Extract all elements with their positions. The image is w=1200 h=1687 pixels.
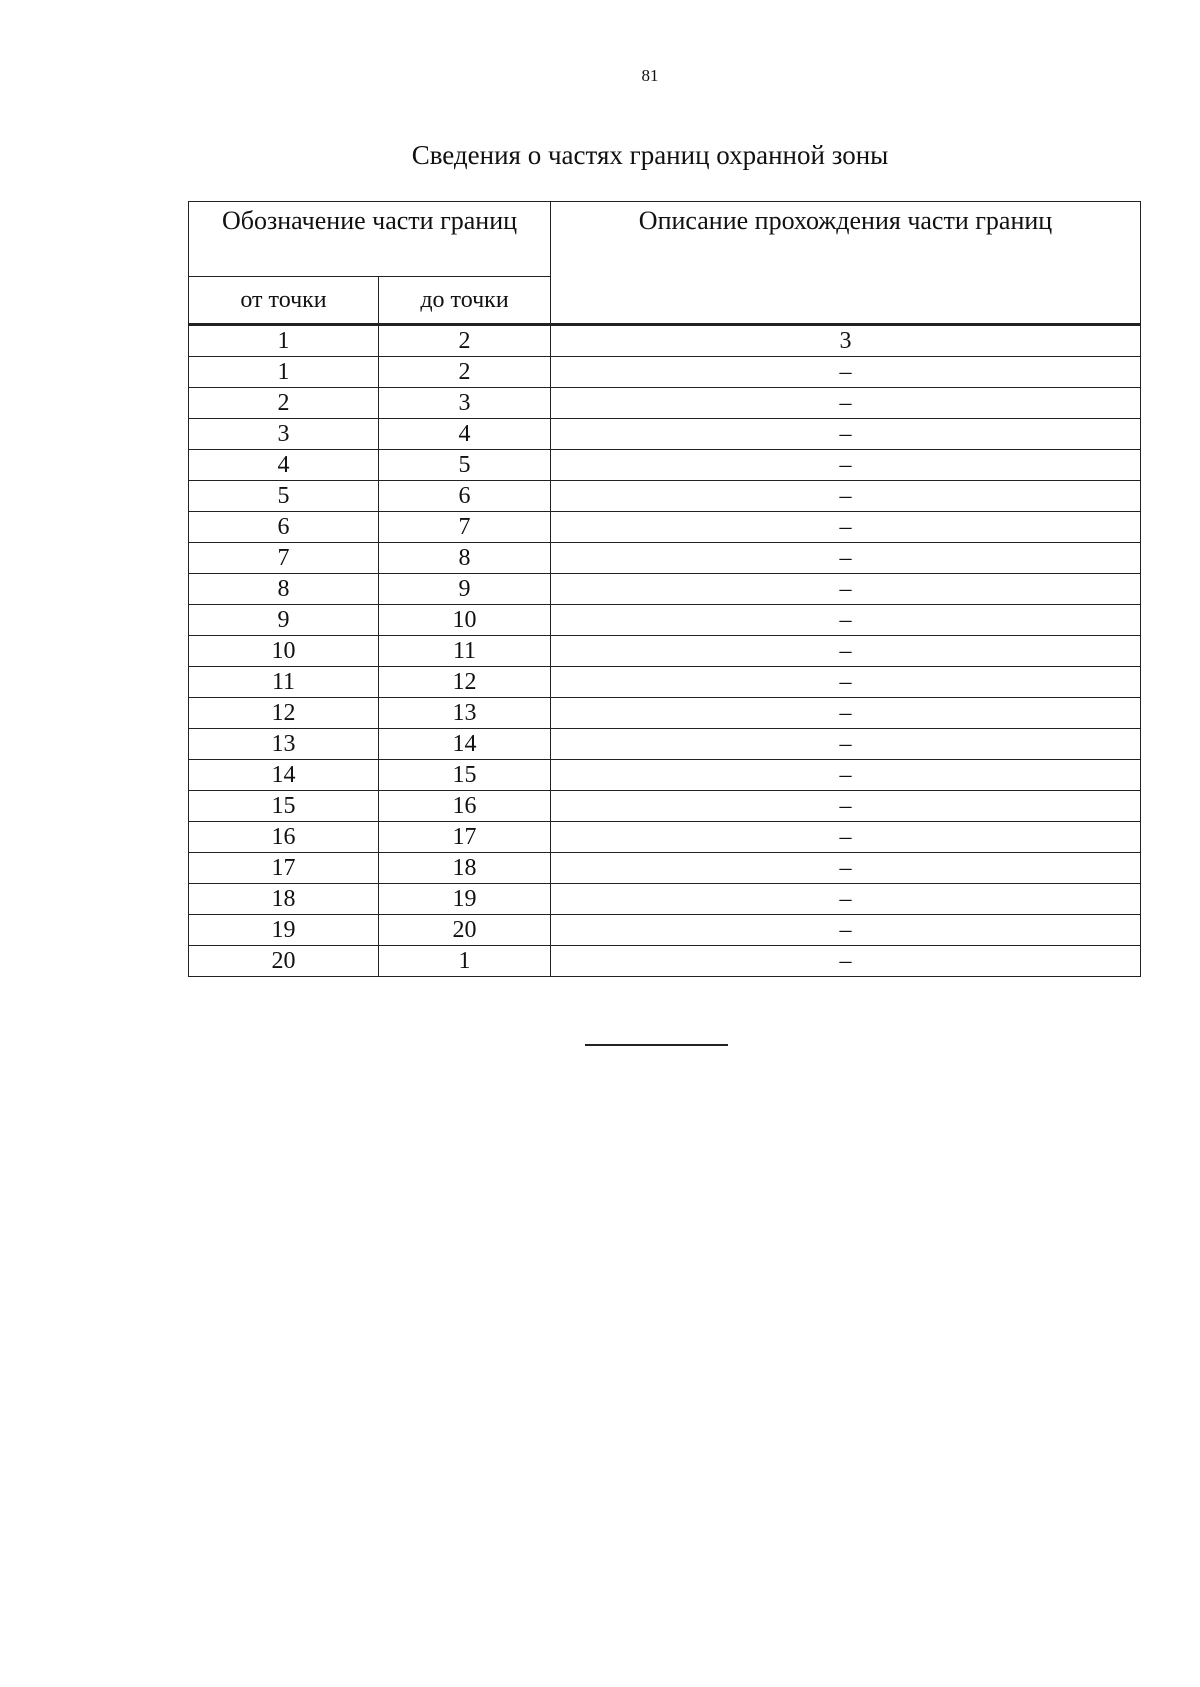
- header-to-point: до точки: [379, 277, 551, 325]
- table-row: [189, 853, 1141, 884]
- description-cell: –: [551, 760, 1141, 791]
- table-row: [189, 760, 1141, 791]
- to-point-cell: 10: [379, 605, 551, 636]
- from-point-cell: 17: [189, 853, 379, 884]
- table-row: [189, 574, 1141, 605]
- to-point-cell: 20: [379, 915, 551, 946]
- description-cell: –: [551, 667, 1141, 698]
- document-title: Сведения о частях границ охранной зоны: [411, 140, 889, 170]
- table-row: [189, 605, 1141, 636]
- description-cell: –: [551, 915, 1141, 946]
- from-point-cell: 10: [189, 636, 379, 667]
- from-point-cell: 20: [189, 946, 379, 977]
- column-numbers-row: [189, 325, 1141, 357]
- table-row: [189, 729, 1141, 760]
- to-point-cell: 18: [379, 853, 551, 884]
- table-row: [189, 357, 1141, 388]
- description-cell: –: [551, 729, 1141, 760]
- from-point-cell: 8: [189, 574, 379, 605]
- header-boundary-description: Описание прохождения части границ: [551, 202, 1141, 325]
- from-point-cell: 12: [189, 698, 379, 729]
- from-point-cell: 9: [189, 605, 379, 636]
- from-point-cell: 3: [189, 419, 379, 450]
- description-cell: –: [551, 822, 1141, 853]
- from-point-cell: 16: [189, 822, 379, 853]
- table-row: [189, 450, 1141, 481]
- table-row: [189, 946, 1141, 977]
- to-point-cell: 9: [379, 574, 551, 605]
- column-number: 1: [189, 325, 379, 357]
- description-cell: –: [551, 419, 1141, 450]
- from-point-cell: 14: [189, 760, 379, 791]
- description-cell: –: [551, 357, 1141, 388]
- description-cell: –: [551, 574, 1141, 605]
- from-point-cell: 11: [189, 667, 379, 698]
- to-point-cell: 15: [379, 760, 551, 791]
- boundary-parts-table: [188, 201, 1141, 977]
- from-point-cell: 2: [189, 388, 379, 419]
- table-row: [189, 481, 1141, 512]
- to-point-cell: 3: [379, 388, 551, 419]
- from-point-cell: 7: [189, 543, 379, 574]
- from-point-cell: 18: [189, 884, 379, 915]
- to-point-cell: 2: [379, 357, 551, 388]
- to-point-cell: 17: [379, 822, 551, 853]
- to-point-cell: 14: [379, 729, 551, 760]
- table-row: [189, 512, 1141, 543]
- table-row: [189, 791, 1141, 822]
- column-number: 2: [379, 325, 551, 357]
- description-cell: –: [551, 388, 1141, 419]
- from-point-cell: 19: [189, 915, 379, 946]
- from-point-cell: 6: [189, 512, 379, 543]
- table-row: [189, 419, 1141, 450]
- table-row: [189, 822, 1141, 853]
- to-point-cell: 8: [379, 543, 551, 574]
- table-row: [189, 915, 1141, 946]
- table-row: [189, 884, 1141, 915]
- from-point-cell: 15: [189, 791, 379, 822]
- description-cell: –: [551, 884, 1141, 915]
- to-point-cell: 19: [379, 884, 551, 915]
- header-boundary-designation: Обозначение части границ: [189, 202, 551, 277]
- description-cell: –: [551, 698, 1141, 729]
- description-cell: –: [551, 512, 1141, 543]
- from-point-cell: 5: [189, 481, 379, 512]
- description-cell: –: [551, 853, 1141, 884]
- to-point-cell: 12: [379, 667, 551, 698]
- description-cell: –: [551, 543, 1141, 574]
- description-cell: –: [551, 791, 1141, 822]
- table-row: [189, 543, 1141, 574]
- description-cell: –: [551, 450, 1141, 481]
- column-number: 3: [551, 325, 1141, 357]
- to-point-cell: 11: [379, 636, 551, 667]
- to-point-cell: 5: [379, 450, 551, 481]
- table-row: [189, 636, 1141, 667]
- from-point-cell: 4: [189, 450, 379, 481]
- table-row: [189, 698, 1141, 729]
- description-cell: –: [551, 605, 1141, 636]
- to-point-cell: 13: [379, 698, 551, 729]
- table-row: [189, 388, 1141, 419]
- page-number: 81: [641, 66, 659, 85]
- table-row: [189, 667, 1141, 698]
- to-point-cell: 7: [379, 512, 551, 543]
- description-cell: –: [551, 636, 1141, 667]
- end-divider-line: [585, 1044, 728, 1046]
- description-cell: –: [551, 481, 1141, 512]
- to-point-cell: 16: [379, 791, 551, 822]
- from-point-cell: 13: [189, 729, 379, 760]
- description-cell: –: [551, 946, 1141, 977]
- to-point-cell: 4: [379, 419, 551, 450]
- from-point-cell: 1: [189, 357, 379, 388]
- header-from-point: от точки: [189, 277, 379, 325]
- to-point-cell: 1: [379, 946, 551, 977]
- to-point-cell: 6: [379, 481, 551, 512]
